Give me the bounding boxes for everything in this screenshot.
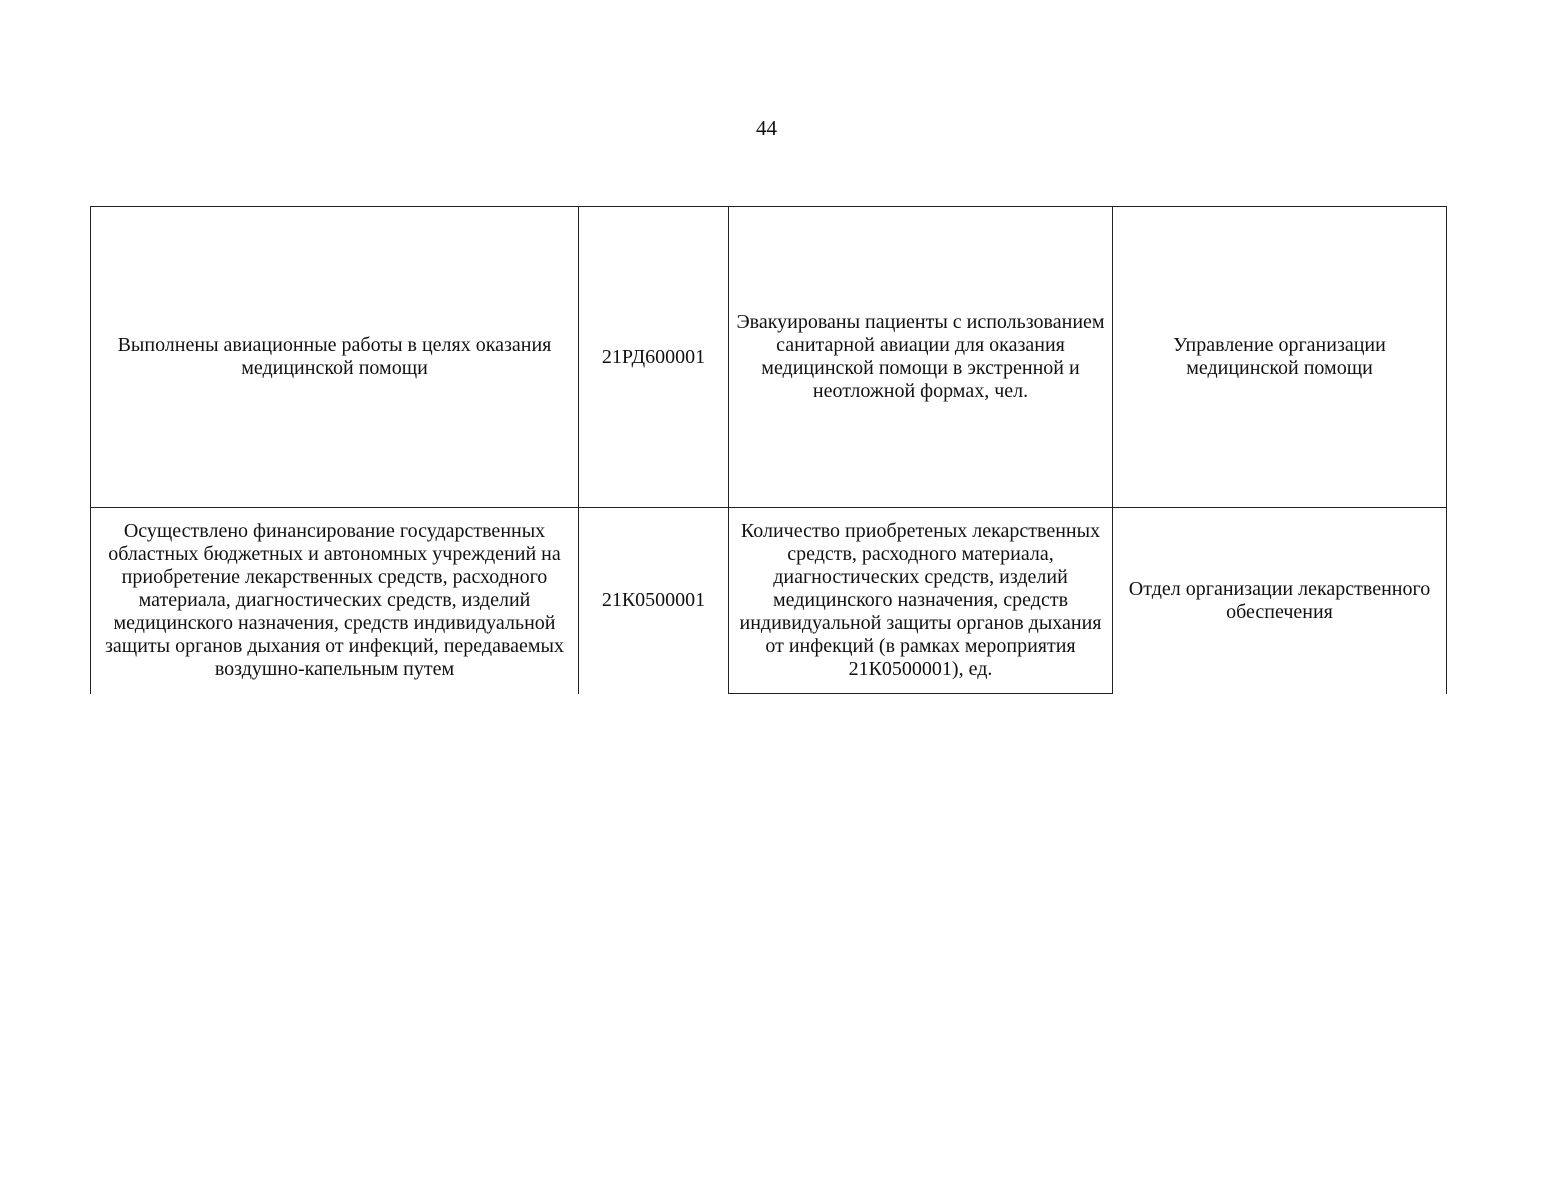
table-row (91, 207, 1447, 508)
cell-result: Выполнены авиационные работы в целях оказания медицинской помощи (91, 207, 579, 508)
cell-responsible: Отдел организации лекарственного обеспечения (1113, 508, 1447, 694)
cell-code: 21К0500001 (579, 508, 729, 694)
cell-indicator: Количество приобретеных лекарственных средств, расходного материала, диагностических средств, изделий медицинского назначения, средств индивидуальной защиты органов дыхания от инфекций (в рамках мероприятия 21К0500001), ед. (729, 508, 1113, 694)
page-number: 44 (756, 116, 777, 140)
cell-responsible: Управление организации медицинской помощи (1113, 207, 1447, 508)
document-table (90, 206, 1447, 694)
cell-result: Осуществлено финансирование государственных областных бюджетных и автономных учреждений на приобретение лекарственных средств, расходного материала, диагностических средств, изделий медицинского назначения, средств индивидуальной защиты органов дыхания от инфекций, передаваемых воздушно-капельным путем (91, 508, 579, 694)
document-table-container (90, 206, 1446, 694)
cell-indicator: Эвакуированы пациенты с использованием санитарной авиации для оказания медицинской помощи в экстренной и неотложной формах, чел. (729, 207, 1113, 508)
table-row (91, 508, 1447, 694)
cell-code: 21РД600001 (579, 207, 729, 508)
